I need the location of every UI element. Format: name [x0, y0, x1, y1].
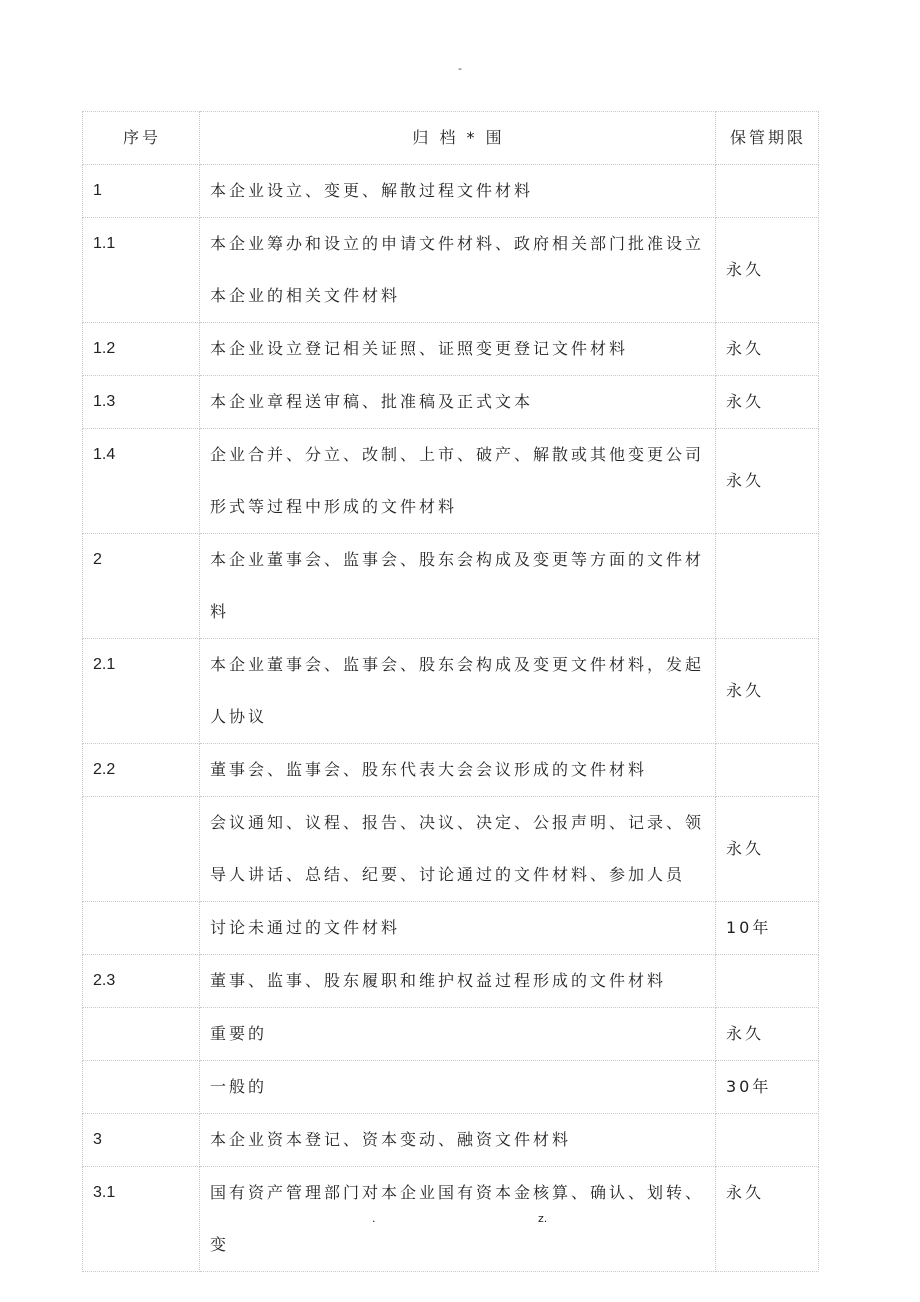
row-serial: 1: [83, 165, 200, 218]
row-serial: 2.1: [83, 639, 200, 744]
row-scope: 本企业董事会、监事会、股东会构成及变更等方面的文件材料: [200, 534, 716, 639]
row-serial: [83, 1008, 200, 1061]
table-row: [83, 1061, 819, 1114]
row-scope: 国有资产管理部门对本企业国有资本金核算、确认、划转、变: [200, 1167, 716, 1272]
row-scope: 本企业董事会、监事会、股东会构成及变更文件材料，发起人协议: [200, 639, 716, 744]
table-row: [83, 744, 819, 797]
row-serial: 1.4: [83, 429, 200, 534]
row-period: [716, 165, 819, 218]
row-scope: 企业合并、分立、改制、上市、破产、解散或其他变更公司形式等过程中形成的文件材料: [200, 429, 716, 534]
row-scope: 本企业设立、变更、解散过程文件材料: [200, 165, 716, 218]
row-scope: 一般的: [200, 1061, 716, 1114]
row-serial: 1.2: [83, 323, 200, 376]
row-period: 永久: [716, 1167, 819, 1272]
row-serial: [83, 797, 200, 902]
row-period: 永久: [716, 218, 819, 323]
row-scope: 本企业筹办和设立的申请文件材料、政府相关部门批准设立本企业的相关文件材料: [200, 218, 716, 323]
table-row: [83, 1114, 819, 1167]
header-serial-number: 序号: [83, 112, 200, 165]
row-scope: 本企业章程送审稿、批准稿及正式文本: [200, 376, 716, 429]
row-period: [716, 534, 819, 639]
table-row: [83, 797, 819, 902]
table-row: [83, 534, 819, 639]
page-top-mark: -: [458, 62, 462, 75]
row-scope: 重要的: [200, 1008, 716, 1061]
row-period: [716, 744, 819, 797]
table-row: [83, 955, 819, 1008]
table-row: [83, 1008, 819, 1061]
row-period: 10年: [716, 902, 819, 955]
row-serial: 1.1: [83, 218, 200, 323]
row-serial: 2.3: [83, 955, 200, 1008]
row-serial: 1.3: [83, 376, 200, 429]
header-retention-period: 保管期限: [716, 112, 819, 165]
row-scope: 本企业设立登记相关证照、证照变更登记文件材料: [200, 323, 716, 376]
row-scope: 董事会、监事会、股东代表大会会议形成的文件材料: [200, 744, 716, 797]
row-period: [716, 955, 819, 1008]
row-scope: 本企业资本登记、资本变动、融资文件材料: [200, 1114, 716, 1167]
row-serial: 3.1: [83, 1167, 200, 1272]
row-period: 永久: [716, 429, 819, 534]
row-scope: 讨论未通过的文件材料: [200, 902, 716, 955]
row-period: 永久: [716, 797, 819, 902]
row-serial: [83, 902, 200, 955]
row-period: 永久: [716, 639, 819, 744]
table-row: [83, 218, 819, 323]
table-row: [83, 429, 819, 534]
table-header-row: [83, 112, 819, 165]
table-row: [83, 376, 819, 429]
row-period: 永久: [716, 1008, 819, 1061]
table-row: [83, 323, 819, 376]
row-serial: 3: [83, 1114, 200, 1167]
page-footer-left: .: [372, 1212, 376, 1225]
row-period: [716, 1114, 819, 1167]
row-serial: 2: [83, 534, 200, 639]
row-scope: 会议通知、议程、报告、决议、决定、公报声明、记录、领导人讲话、总结、纪要、讨论通过的文件材料、参加人员: [200, 797, 716, 902]
row-period: 30年: [716, 1061, 819, 1114]
table-row: [83, 639, 819, 744]
page-footer-right: z.: [538, 1212, 548, 1225]
row-period: 永久: [716, 376, 819, 429]
row-serial: [83, 1061, 200, 1114]
row-period: 永久: [716, 323, 819, 376]
table-row: [83, 1167, 819, 1272]
archive-retention-table: [82, 111, 819, 1272]
table-row: [83, 165, 819, 218]
row-scope: 董事、监事、股东履职和维护权益过程形成的文件材料: [200, 955, 716, 1008]
header-archive-scope: 归 档 * 围: [200, 112, 716, 165]
row-serial: 2.2: [83, 744, 200, 797]
table-row: [83, 902, 819, 955]
